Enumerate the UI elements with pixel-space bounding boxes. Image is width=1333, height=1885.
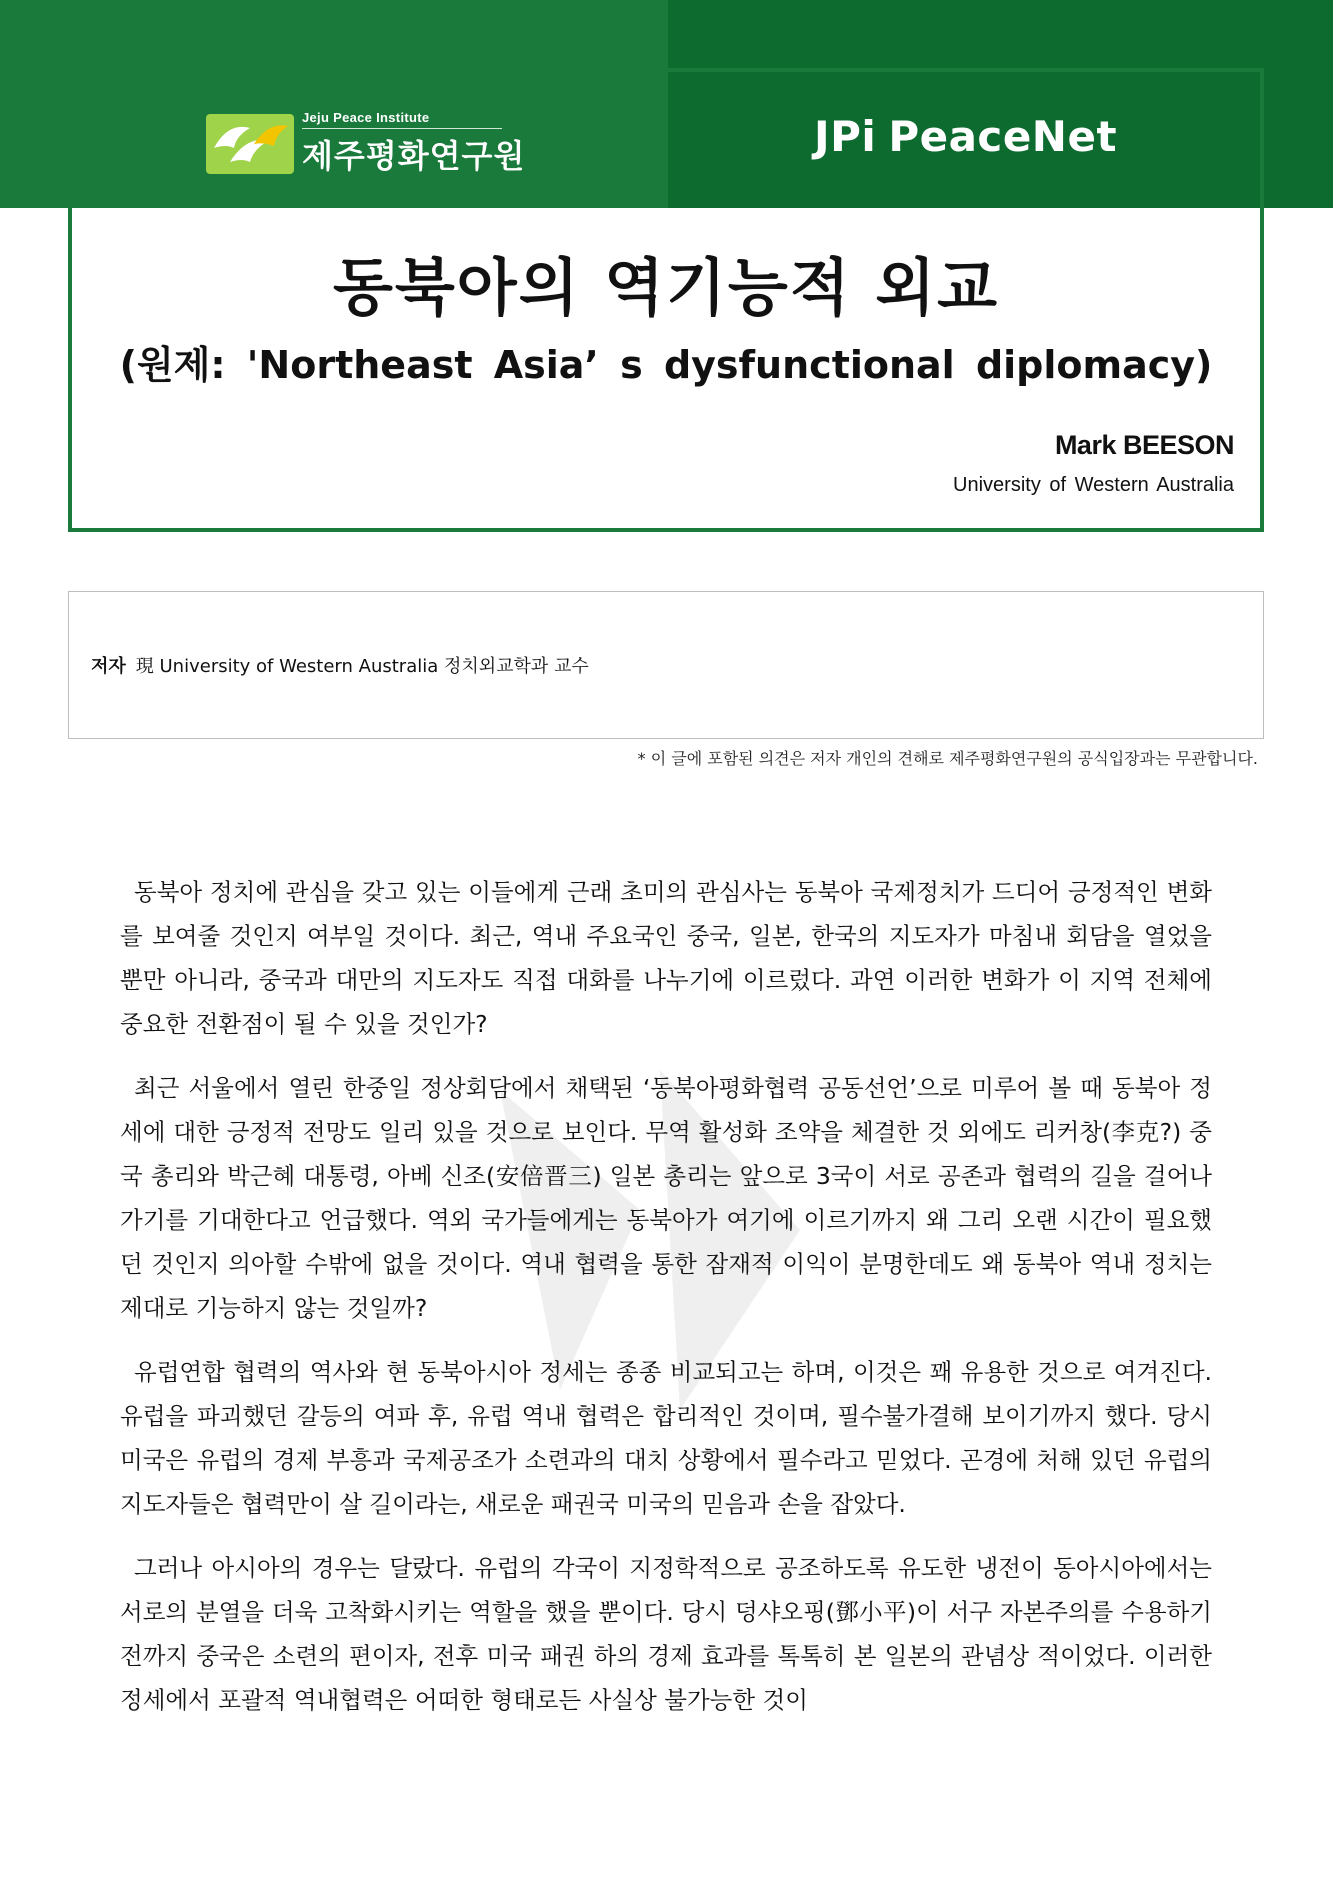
article-body [120,870,1212,1742]
body-paragraph: 동북아 정치에 관심을 갖고 있는 이들에게 근래 초미의 관심사는 동북아 국제정치가 드디어 긍정적인 변화를 보여줄 것인지 여부일 것이다. 최근, 역내 주요국인 중국, 일본, 한국의 지도자가 마침내 회담을 열었을 뿐만 아니라, 중국과 대만의 지도자도 직접 대화를 나누기에 이르렀다. 과연 이러한 변화가 이 지역 전체에 중요한 전환점이 될 수 있을 것인가? [120,878,1212,1038]
body-paragraph: 최근 서울에서 열린 한중일 정상회담에서 채택된 ‘동북아평화협력 공동선언’으로 미루어 볼 때 동북아 정세에 대한 긍정적 전망도 일리 있을 것으로 보인다. 무역 활성화 조약을 체결한 것 외에도 리커창(李克?) 중국 총리와 박근혜 대통령, 아베 신조(安倍晋三) 일본 총리는 앞으로 3국이 서로 공존과 협력의 길을 걸어나가기를 기대한다고 언급했다. 역외 국가들에게는 동북아가 여기에 이르기까지 왜 그리 오랜 시간이 필요했던 것인지 의아할 수밖에 없을 것이다. 역내 협력을 통한 잠재적 이익이 분명한데도 왜 동북아 역내 정치는 제대로 기능하지 않는 것일까? [120,1074,1212,1322]
jpi-logo-mark: JPi [814,112,877,161]
body-paragraph: 유럽연합 협력의 역사와 현 동북아시아 정세는 종종 비교되고는 하며, 이것은 꽤 유용한 것으로 여겨진다. 유럽을 파괴했던 갈등의 여파 후, 유럽 역내 협력은 합리적인 것이며, 필수불가결해 보이기까지 했다. 당시 미국은 유럽의 경제 부흥과 국제공조가 소련과의 대치 상황에서 필수라고 믿었다. 곤경에 처해 있던 유럽의 지도자들은 협력만이 살 길이라는, 새로운 패권국 미국의 믿음과 손을 잡았다. [120,1358,1212,1518]
logo-english-name: Jeju Peace Institute [302,110,502,129]
author-description: 現 University of Western Australia 정치외교학과 교수 [135,656,589,677]
dove-logo-icon [206,114,294,174]
author-label: 저자 [91,656,126,677]
peacenet-logo [814,112,1117,161]
page-title: 동북아의 역기능적 외교 [332,251,1000,324]
peacenet-logo-text: PeaceNet [888,112,1118,161]
jeju-peace-institute-logo [206,110,525,177]
body-paragraph: 그러나 아시아의 경우는 달랐다. 유럽의 각국이 지정학적으로 공조하도록 유도한 냉전이 동아시아에서는 서로의 분열을 더욱 고착화시키는 역할을 했을 뿐이다. 당시 덩샤오핑(鄧小平)이 서구 자본주의를 수용하기 전까지 중국은 소련의 편이자, 전후 미국 패권 하의 경제 효과를 톡톡히 본 일본의 관념상 적이었다. 이러한 정세에서 포괄적 역내협력은 어떠한 형태로든 사실상 불가능한 것이 [120,1554,1212,1714]
author-info-box [68,591,1264,739]
logo-korean-name: 제주평화연구원 [302,137,526,175]
author-name: Mark BEESON [1054,430,1234,460]
page-subtitle: (원제: 'Northeast Asia’ s dysfunctional diplomacy) [119,343,1213,387]
author-affiliation: University of Western Australia [953,474,1234,496]
disclaimer-note: * 이 글에 포함된 의견은 저자 개인의 견해로 제주평화연구원의 공식입장과는 무관합니다. [637,749,1258,768]
header [72,72,1260,208]
